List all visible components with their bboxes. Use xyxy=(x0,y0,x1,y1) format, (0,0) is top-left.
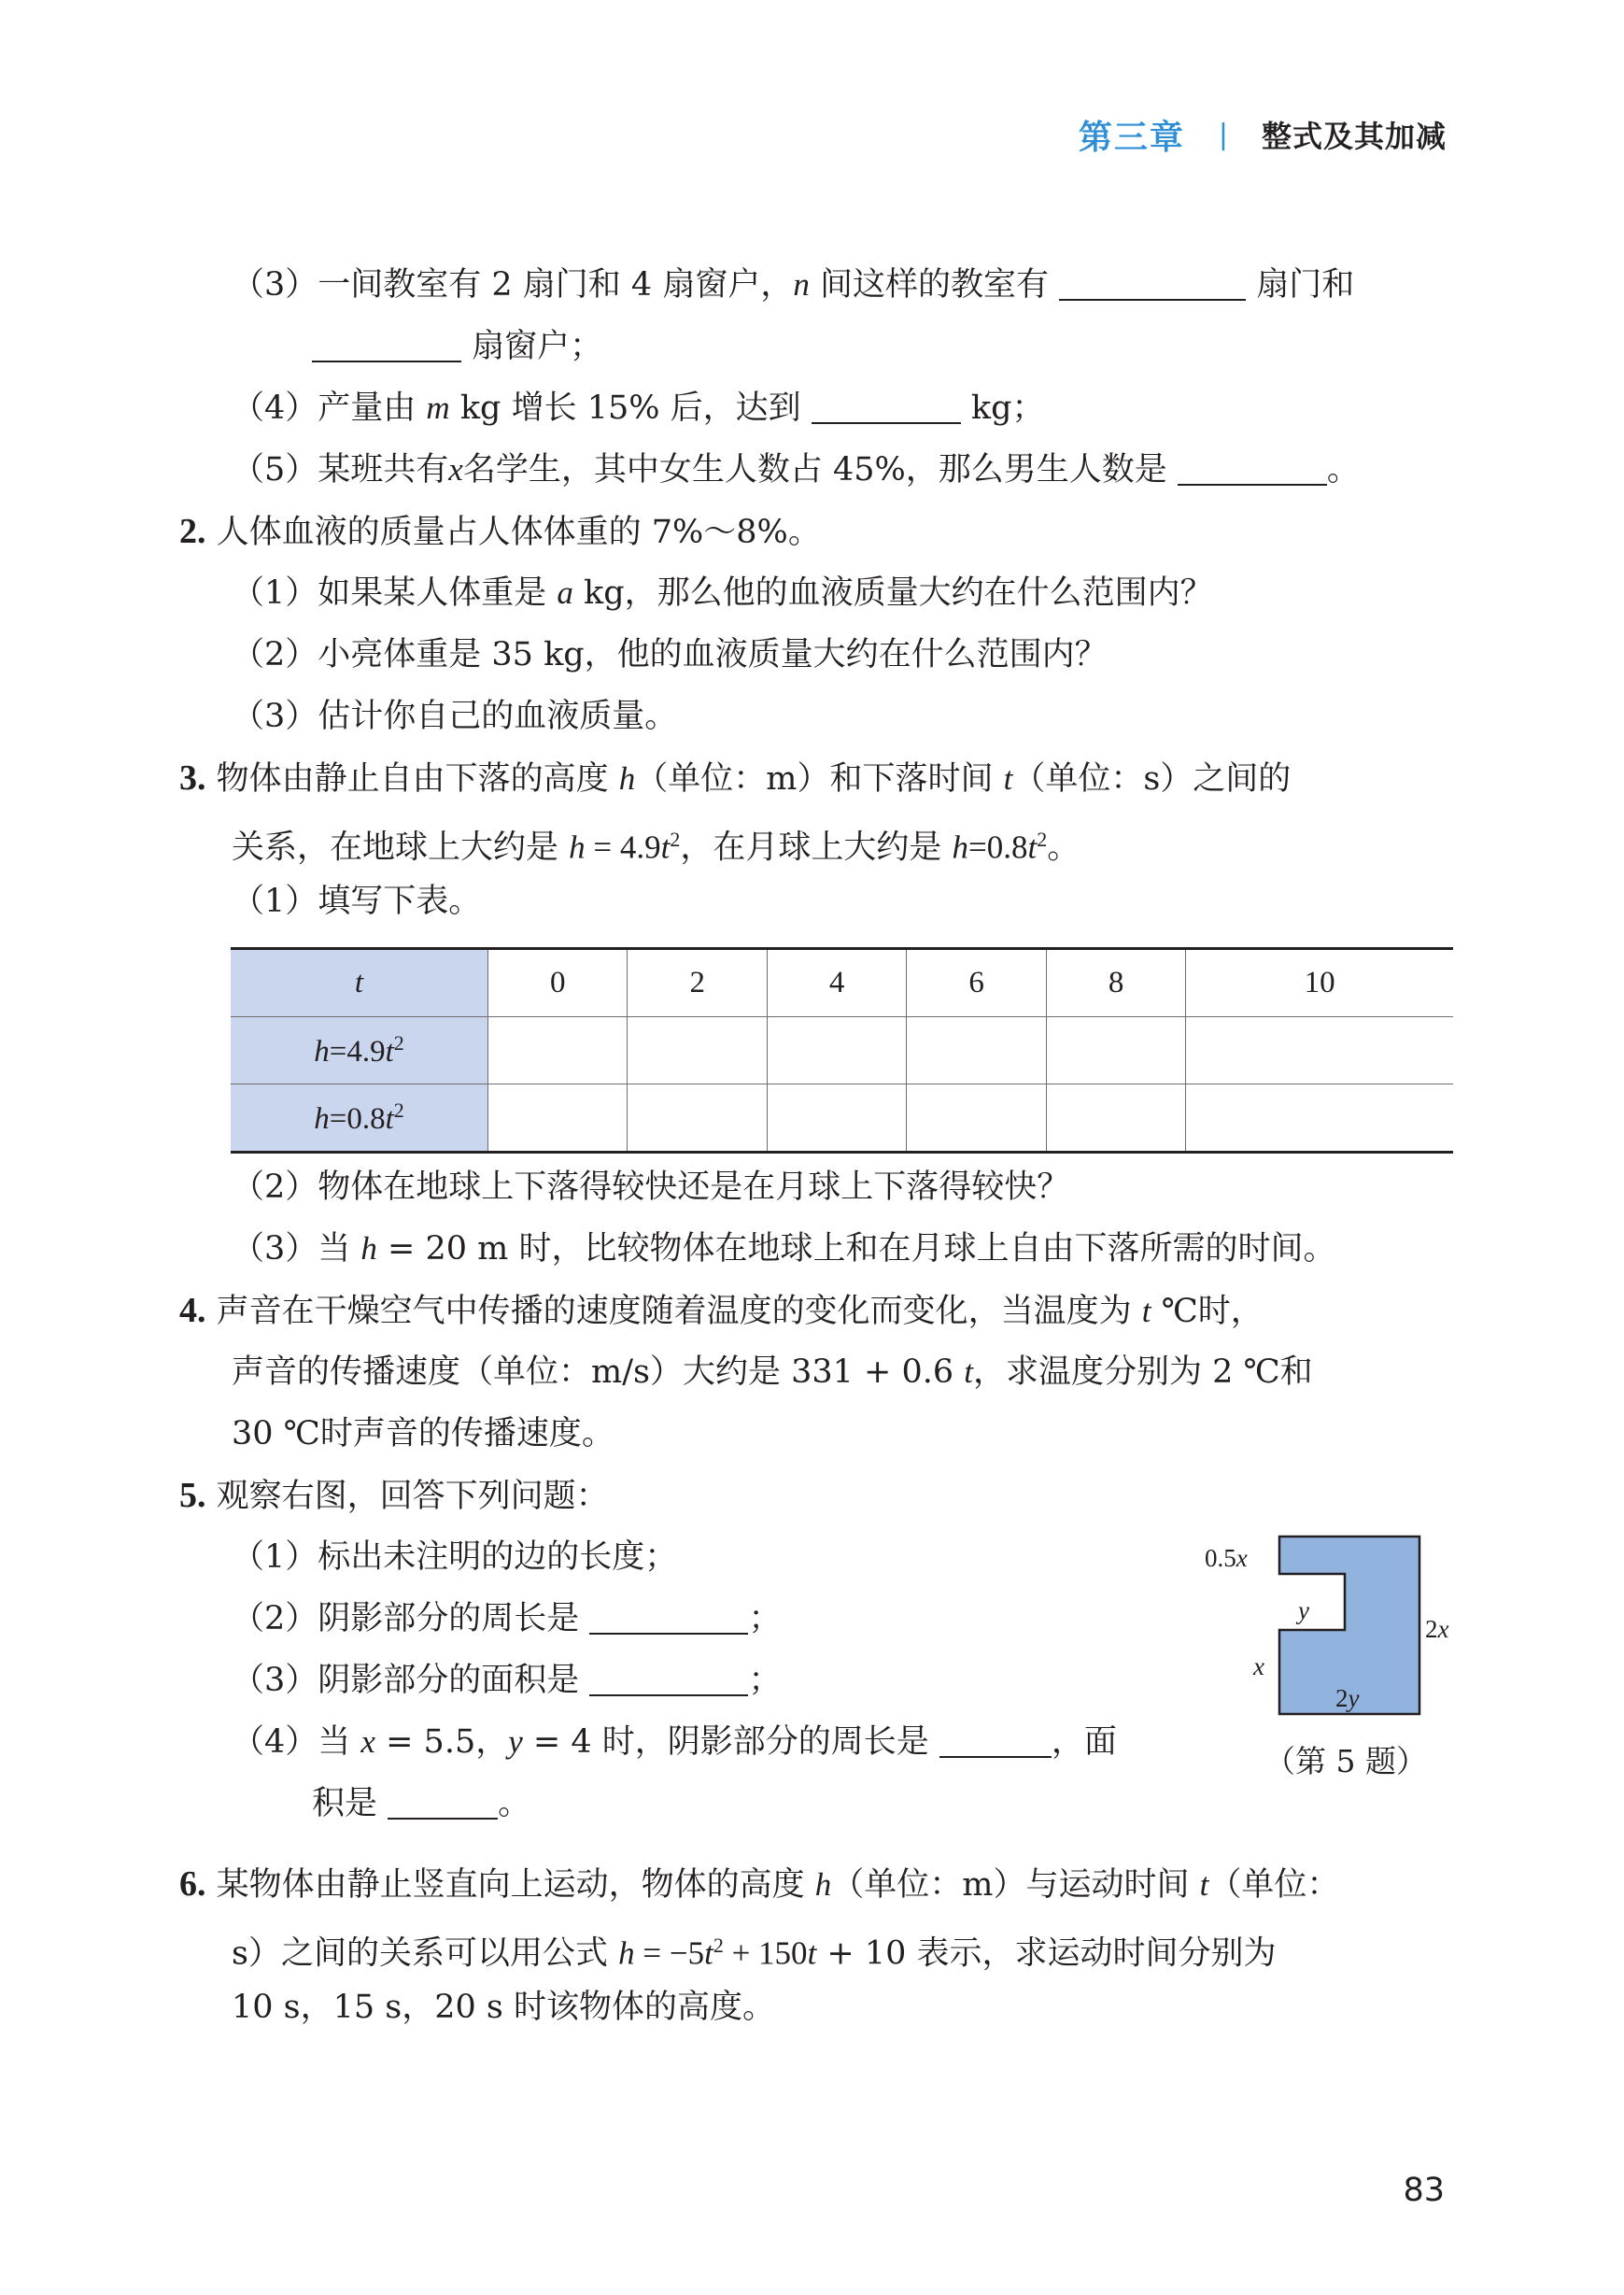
part-number: （5） xyxy=(232,451,318,489)
table-row-header xyxy=(231,1084,488,1153)
chapter-title: 整式及其加减 xyxy=(1261,119,1447,154)
part-number: （1） xyxy=(232,883,318,920)
q1-part5 xyxy=(232,439,1624,501)
variable: t xyxy=(704,1934,713,1972)
question-number: 2 xyxy=(179,512,197,551)
variable: h xyxy=(618,760,636,797)
exponent: 2 xyxy=(670,828,681,851)
q3-part1 xyxy=(232,871,1624,932)
q2-part3 xyxy=(232,686,1624,747)
exponent: 2 xyxy=(393,1098,404,1122)
text: 某班共有 xyxy=(318,451,449,489)
variable: h xyxy=(314,1102,330,1136)
text: 当 xyxy=(318,1230,361,1268)
text: 扇门和 xyxy=(1256,266,1355,304)
text: 标出未注明的边的长度； xyxy=(318,1538,678,1576)
table-cell: 0 xyxy=(488,949,628,1017)
part-number: （3） xyxy=(232,1662,318,1699)
q3-part2 xyxy=(232,1156,1624,1218)
text: + 10 表示，求运动时间分别为 xyxy=(816,1934,1277,1973)
page-number: 83 xyxy=(1403,2172,1445,2209)
table-row xyxy=(231,1017,1453,1084)
table-row xyxy=(231,1084,1453,1153)
text: 名学生，其中女生人数占 45%，那么男生人数是 xyxy=(462,451,1167,489)
text: 人体血液的质量占人体体重的 7%～8%。 xyxy=(216,514,821,551)
variable: t xyxy=(1027,829,1038,866)
text: （单位：m）和下落时间 xyxy=(635,760,1004,798)
answer-cell[interactable] xyxy=(767,1084,906,1153)
part-number: （3） xyxy=(232,698,318,735)
text: ； xyxy=(748,1662,782,1699)
q4-line2 xyxy=(232,1341,1624,1403)
answer-cell[interactable] xyxy=(1046,1084,1185,1153)
variable: t xyxy=(354,966,364,999)
variable: m xyxy=(426,390,450,426)
text: 积是 xyxy=(312,1785,378,1822)
text: kg，那么他的血液质量大约在什么范围内？ xyxy=(572,574,1213,612)
text: （单位： xyxy=(1208,1866,1340,1904)
question-number: 6 xyxy=(179,1864,197,1904)
variable: h xyxy=(360,1230,377,1267)
text: （单位：s）之间的 xyxy=(1012,760,1292,798)
variable: t xyxy=(1141,1293,1151,1329)
q5-stem: 5. 观察右图，回答下列问题： xyxy=(179,1476,609,1515)
question-number: 5 xyxy=(179,1476,197,1515)
text: =0.8 xyxy=(329,1102,386,1136)
label-bottom: 2y xyxy=(1335,1684,1360,1712)
answer-cell[interactable] xyxy=(628,1017,767,1084)
text: 声音的传播速度（单位：m/s）大约是 331 + 0.6 xyxy=(232,1353,965,1391)
part-number: （3） xyxy=(232,1230,318,1268)
part-number: （4） xyxy=(232,390,318,427)
q4-line3: 30 ℃时声音的传播速度。 xyxy=(232,1415,614,1452)
text: 某物体由静止竖直向上运动，物体的高度 xyxy=(216,1866,815,1904)
figure-caption: （第 5 题） xyxy=(1264,1743,1427,1779)
variable: a xyxy=(557,574,573,611)
text: s）之间的关系可以用公式 xyxy=(232,1934,619,1973)
question-number: 3 xyxy=(179,758,197,798)
text: 小亮体重是 35 kg，他的血液质量大约在什么范围内？ xyxy=(318,636,1108,673)
q6-line3: 10 s，15 s，20 s 时该物体的高度。 xyxy=(232,1989,775,2026)
variable: t xyxy=(660,829,671,866)
text: kg； xyxy=(970,390,1045,427)
part-number: （2） xyxy=(232,1169,318,1206)
table-cell: 6 xyxy=(907,949,1046,1017)
text: 当 xyxy=(318,1723,361,1761)
text: = 5.5， xyxy=(374,1723,509,1761)
q3-part3 xyxy=(232,1218,1624,1280)
answer-blank[interactable] xyxy=(589,1659,748,1696)
part-number: （1） xyxy=(232,1538,318,1576)
text: ，在月球上大约是 xyxy=(680,829,953,867)
text: 观察右图，回答下列问题： xyxy=(216,1478,609,1515)
table-cell: 4 xyxy=(767,949,906,1017)
text: =4.9 xyxy=(329,1035,386,1069)
label-notch: y xyxy=(1298,1596,1309,1624)
text: = 20 m 时，比较物体在地球上和在月球上自由下落所需的时间。 xyxy=(376,1230,1336,1268)
text: = 4.9 xyxy=(585,829,661,866)
text: 填写下表。 xyxy=(318,883,482,920)
answer-cell[interactable] xyxy=(1046,1017,1185,1084)
q3-line2 xyxy=(232,809,1624,871)
answer-cell[interactable] xyxy=(767,1017,906,1084)
variable: t xyxy=(964,1353,973,1390)
header-separator: | xyxy=(1218,118,1228,151)
text: ，求温度分别为 2 ℃和 xyxy=(972,1353,1313,1391)
text: = 4 时，阴影部分的周长是 xyxy=(522,1723,929,1761)
text: （单位：m）与运动时间 xyxy=(831,1866,1200,1904)
answer-cell[interactable] xyxy=(488,1017,628,1084)
text: ℃时， xyxy=(1151,1293,1264,1330)
variable: y xyxy=(508,1723,523,1760)
answer-blank[interactable] xyxy=(388,1782,498,1820)
answer-blank[interactable] xyxy=(939,1721,1052,1758)
text: ； xyxy=(748,1600,782,1637)
text: =0.8 xyxy=(968,829,1028,866)
variable: t xyxy=(385,1102,394,1136)
text: 声音在干燥空气中传播的速度随着温度的变化而变化，当温度为 xyxy=(216,1293,1142,1330)
part-number: （2） xyxy=(232,636,318,673)
table-row xyxy=(231,949,1453,1017)
variable: n xyxy=(793,266,810,303)
variable: t xyxy=(1199,1866,1209,1903)
variable: h xyxy=(569,829,586,866)
fall-height-table xyxy=(231,947,1453,1154)
variable: t xyxy=(385,1035,394,1069)
text: 一间教室有 2 扇门和 4 扇窗户， xyxy=(318,266,794,304)
q1-part3-line1 xyxy=(232,254,1624,316)
table-cell: 2 xyxy=(628,949,767,1017)
page-header xyxy=(1079,110,1447,159)
answer-cell[interactable] xyxy=(1186,1017,1453,1084)
variable: t xyxy=(1003,760,1013,797)
exponent: 2 xyxy=(713,1934,724,1957)
q1-part3-line2 xyxy=(312,316,1624,377)
text: 扇窗户； xyxy=(472,328,603,365)
text: kg 增长 15% 后，达到 xyxy=(449,390,801,427)
part-number: （3） xyxy=(232,266,318,304)
variable: h xyxy=(314,1035,330,1069)
exponent: 2 xyxy=(393,1031,404,1055)
answer-cell[interactable] xyxy=(628,1084,767,1153)
answer-blank[interactable] xyxy=(1059,263,1246,301)
variable: t xyxy=(807,1934,817,1972)
answer-cell[interactable] xyxy=(907,1084,1046,1153)
text: 阴影部分的面积是 xyxy=(318,1662,580,1699)
q5-part4-line2 xyxy=(312,1773,1624,1835)
text: 阴影部分的周长是 xyxy=(318,1600,580,1637)
q6-line2 xyxy=(232,1915,1624,1976)
exponent: 2 xyxy=(1037,828,1048,851)
label-left: x xyxy=(1253,1652,1264,1680)
text: 产量由 xyxy=(318,390,427,427)
q4-line1: 4. 声音在干燥空气中传播的速度随着温度的变化而变化，当温度为 t ℃时， xyxy=(179,1291,1264,1330)
variable: x xyxy=(360,1723,375,1760)
part-number: （1） xyxy=(232,574,318,612)
text: 如果某人体重是 xyxy=(318,574,558,612)
text: 间这样的教室有 xyxy=(809,266,1049,304)
text: ，面 xyxy=(1051,1723,1117,1761)
label-top: 0.5x xyxy=(1205,1544,1248,1572)
text: 。 xyxy=(1326,451,1360,489)
answer-blank[interactable] xyxy=(312,325,461,362)
q2-stem: 2. 人体血液的质量占人体体重的 7%～8%。 xyxy=(179,512,821,551)
answer-blank[interactable] xyxy=(1178,448,1327,486)
variable: x xyxy=(448,451,463,488)
part-number: （4） xyxy=(232,1723,318,1761)
variable: h xyxy=(618,1934,635,1972)
q3-line1: 3. 物体由静止自由下落的高度 h（单位：m）和下落时间 t（单位：s）之间的 xyxy=(179,758,1292,798)
q6-line1: 6. 某物体由静止竖直向上运动，物体的高度 h（单位：m）与运动时间 t（单位： xyxy=(179,1864,1340,1904)
text: 。 xyxy=(498,1785,531,1822)
table-row-header xyxy=(231,949,488,1017)
table-row-header xyxy=(231,1017,488,1084)
variable: h xyxy=(814,1866,832,1903)
text: = −5 xyxy=(634,1934,705,1972)
answer-cell[interactable] xyxy=(1186,1084,1453,1153)
variable: h xyxy=(952,829,969,866)
table-cell: 10 xyxy=(1186,949,1453,1017)
question-number: 4 xyxy=(179,1291,197,1330)
text: 估计你自己的血液质量。 xyxy=(318,698,678,735)
text: 物体在地球上下落得较快还是在月球上下落得较快？ xyxy=(318,1169,1070,1206)
answer-cell[interactable] xyxy=(907,1017,1046,1084)
text: 关系，在地球上大约是 xyxy=(232,829,570,867)
chapter-label: 第三章 xyxy=(1078,118,1185,157)
answer-blank[interactable] xyxy=(589,1597,748,1635)
part-number: （2） xyxy=(232,1600,318,1637)
answer-cell[interactable] xyxy=(488,1084,628,1153)
q1-part4 xyxy=(232,377,1624,439)
shaded-shape-figure xyxy=(1205,1518,1457,1751)
text: 物体由静止自由下落的高度 xyxy=(216,760,619,798)
text: + 150 xyxy=(723,1934,808,1972)
text: 。 xyxy=(1047,829,1080,867)
q2-part2 xyxy=(232,624,1624,686)
table-cell: 8 xyxy=(1046,949,1185,1017)
q2-part1 xyxy=(232,562,1624,624)
answer-blank[interactable] xyxy=(812,387,961,424)
label-right: 2x xyxy=(1425,1615,1449,1643)
